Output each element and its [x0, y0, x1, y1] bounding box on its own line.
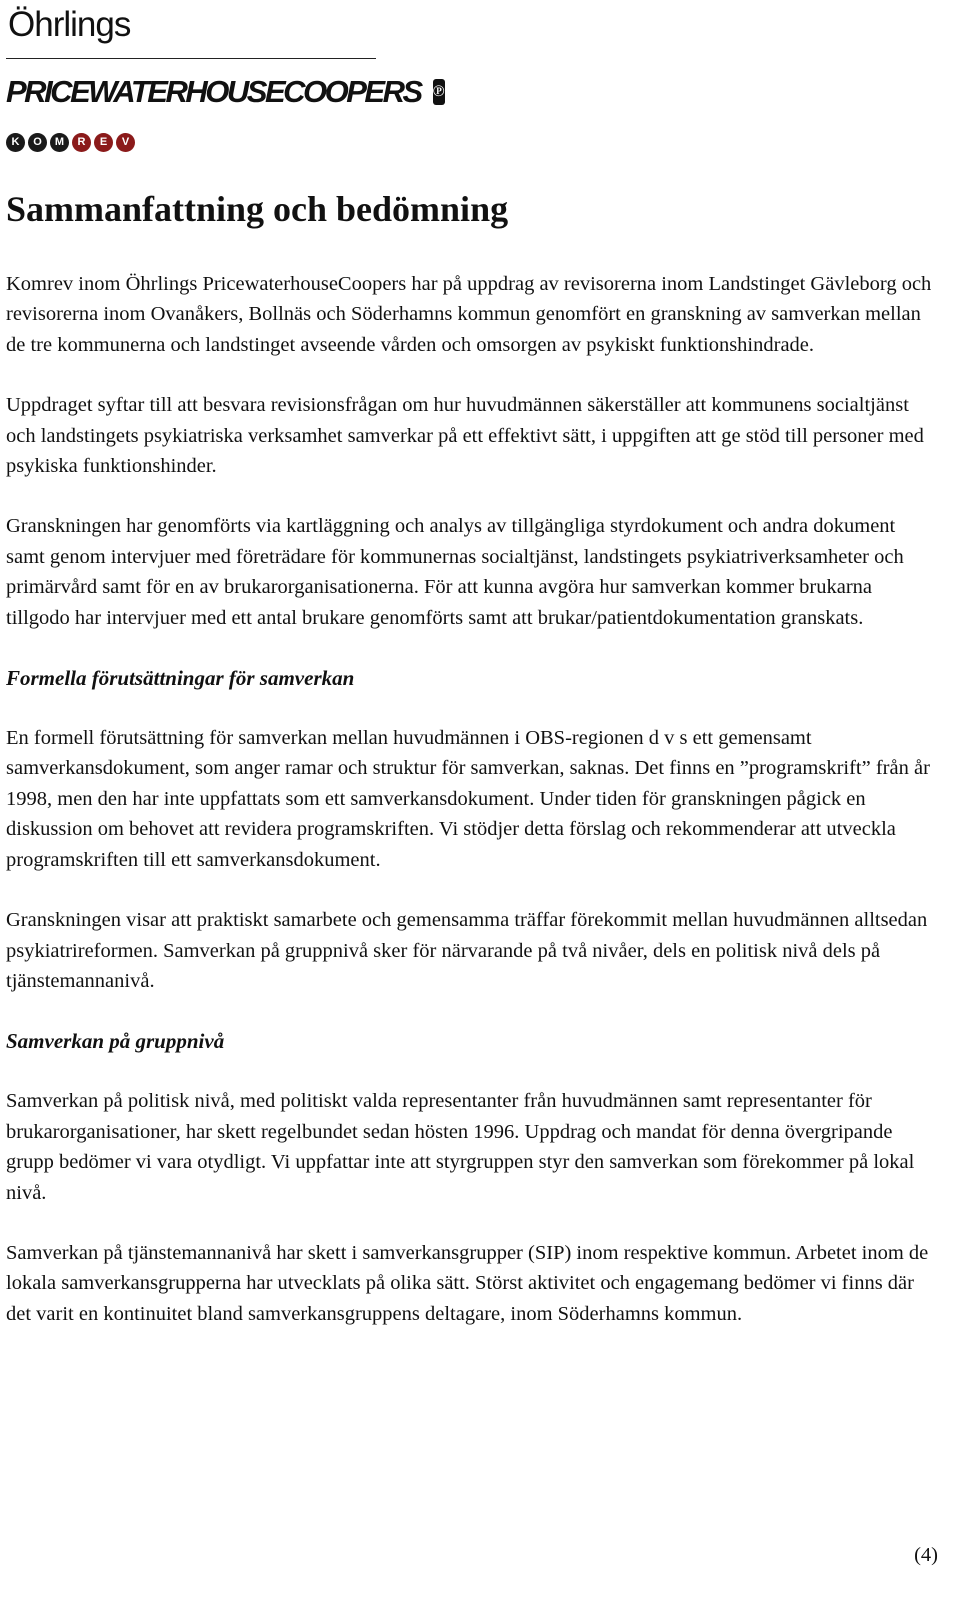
komrev-letter: K	[6, 133, 25, 152]
komrev-letter: O	[28, 133, 47, 152]
pwc-logo-row	[6, 71, 445, 113]
section-heading-formal: Formella förutsättningar för samverkan	[6, 666, 355, 691]
intro-paragraph: Komrev inom Öhrlings PricewaterhouseCoopers har på uppdrag av revisorerna inom Landstinget Gävleborg och revisorerna inom Ovanåkers, Bollnäs och Söderhamns kommun genomfört en granskning av samverkan mellan de tre kommunerna och landstinget avseende vården och omsorgen av psykiskt funktionshindrade.	[6, 273, 932, 356]
ohrlings-wordmark: Öhrlings	[8, 5, 131, 44]
political-level-paragraph: Samverkan på politisk nivå, med politiskt valda representanter från huvudmännen samt representanter för brukarorganisationer, har skett regelbundet sedan hösten 1996. Uppdrag och mandat för denna övergripande grupp bedömer vi vara otydligt. Vi uppfattar inte att styrgruppen styr den samverkan som förekommer på lokal nivå.	[6, 1090, 915, 1204]
section-heading-group: Samverkan på gruppnivå	[6, 1029, 225, 1054]
pricewaterhousecoopers-logo: PRICEWATERHOUSECOOPERS	[6, 74, 421, 109]
komrev-letter: E	[94, 133, 113, 152]
method-paragraph: Granskningen har genomförts via kartläggning och analys av tillgängliga styrdokument och andra dokument samt genom intervjuer med företrädare för kommunernas socialtjänst, landstingets psykiatriverksamheter och primärvård samt för en av brukarorganisationerna. För att kunna avgöra hur samverkan kommer brukarna tillgodo har intervjuer med ett antal brukare genomförts samt att brukar/patientdokumentation granskats.	[6, 515, 904, 629]
formal-paragraph: En formell förutsättning för samverkan mellan huvudmännen i OBS-regionen d v s ett gemensamt samverkansdokument, som anger ramar och struktur för samverkan, saknas. Det finns en ”programskrift” från år 1998, men den har inte uppfattats som ett samverkansdokument. Under tiden för granskningen pågick en diskussion om behovet att revidera programskriften. Vi stödjer detta förslag och rekommenderar att utveckla programskriften till ett samverkansdokument.	[6, 727, 930, 871]
komrev-logo	[6, 133, 386, 152]
page-number: (4)	[914, 1544, 938, 1566]
purpose-paragraph: Uppdraget syftar till att besvara revisionsfrågan om hur huvudmännen säkerställer att kommunens socialtjänst och landstingets psykiatriska verksamhet samverkar på ett effektivt sätt, i uppgiften att ge stöd till personer med psykiska funktionshinder.	[6, 394, 924, 478]
official-level-paragraph: Samverkan på tjänstemannanivå har skett i samverkansgrupper (SIP) inom respektive kommun. Arbetet inom de lokala samverkansgrupperna har utvecklats på olika sätt. Störst aktivitet och engagemang bedömer vi finns där det varit en kontinuitet bland samverkansgruppens deltagare, inom Söderhamns kommun.	[6, 1241, 929, 1325]
company-logo	[6, 5, 445, 156]
komrev-letter: R	[72, 133, 91, 152]
cooperation-paragraph: Granskningen visar att praktiskt samarbete och gemensamma träffar förekommit mellan huvudmännen alltsedan psykiatrireformen. Samverkan på gruppnivå sker för närvarande på två nivåer, dels en politisk nivå dels på tjänstemannanivå.	[6, 909, 928, 992]
komrev-letter: M	[50, 133, 69, 152]
komrev-letter: V	[116, 133, 135, 152]
document-body	[6, 187, 936, 1359]
pwc-seal-icon: ℗	[433, 79, 445, 105]
logo-divider	[6, 58, 376, 59]
page-title: Sammanfattning och bedömning	[6, 189, 509, 229]
